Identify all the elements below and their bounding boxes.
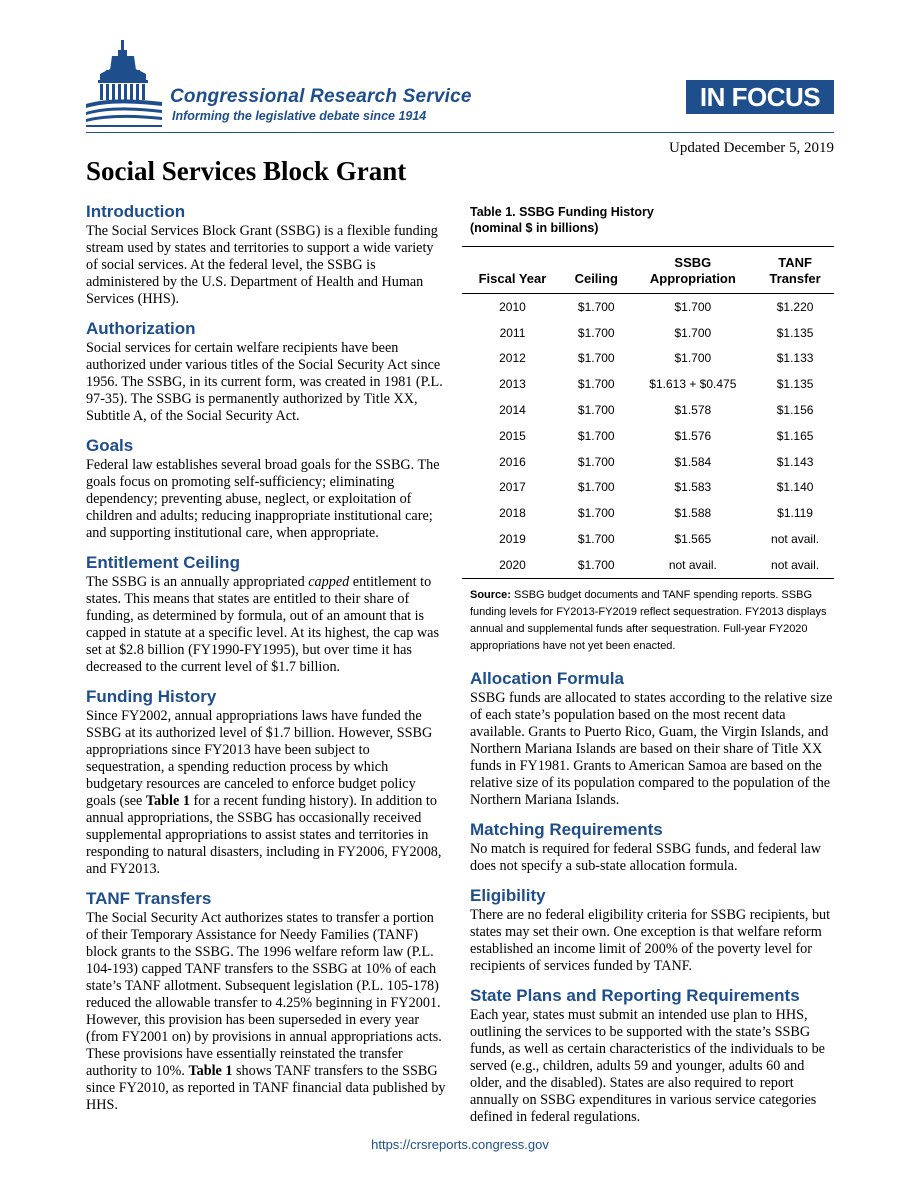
table-cell: $1.700: [674, 299, 712, 314]
table-row: [462, 552, 834, 578]
table-cell: $1.584: [674, 454, 712, 469]
table-source-note: [470, 587, 834, 655]
org-tagline: Informing the legislative debate since 1914: [172, 109, 427, 123]
table-cell: $1.700: [577, 532, 615, 547]
table-cell: 2015: [499, 428, 526, 443]
table-cell: $1.700: [577, 428, 615, 443]
table-caption: [470, 204, 834, 236]
section-text-entitlement-ceiling: [86, 574, 448, 676]
table-row: [462, 449, 834, 475]
table-cell: $1.700: [577, 557, 615, 572]
funding-table-wrapper: [462, 246, 834, 579]
emphasis-text: capped: [308, 574, 350, 590]
table-cell: 2018: [499, 506, 526, 521]
section-text-matching-requirements: No match is required for federal SSBG funds, and federal law does not specify a sub-state allocation formula.: [470, 840, 822, 874]
table-cell: $1.578: [674, 403, 712, 418]
table-body: [462, 294, 834, 579]
table-cell: $1.220: [776, 299, 814, 314]
org-name: Congressional Research Service: [170, 86, 472, 107]
table-cell: $1.700: [674, 325, 712, 340]
section-text-funding-history: [86, 708, 448, 878]
table-cell: $1.613 + $0.475: [649, 377, 737, 392]
source-text: SSBG budget documents and TANF spending reports. SSBG funding levels for FY2013-FY2019 reflect sequestration. FY2013 displays annual and supplemental funds after sequestration. Full-year FY2020 appropriations have not yet been enacted.: [470, 588, 827, 652]
table-cell: $1.165: [776, 428, 814, 443]
table-reference: Table 1: [188, 1063, 233, 1079]
table-cell: 2010: [499, 299, 526, 314]
table-cell: $1.119: [777, 506, 813, 521]
section-heading-introduction: Introduction: [86, 202, 186, 221]
funding-history-table: [462, 246, 834, 579]
section-heading-allocation-formula: Allocation Formula: [470, 668, 624, 688]
table-cell: 2014: [499, 403, 526, 418]
table-cell: 2016: [499, 454, 526, 469]
in-focus-badge: IN FOCUS: [686, 80, 834, 114]
text-part: Since FY2002, annual appropriations laws have funded the SSBG at its authorized level of $1.7 billion. However, SSBG appropriations since FY2013 have been subject to sequestration, a spending reduction process by which budgetary resources are canceled to enforce budget policy goals (see: [86, 708, 433, 809]
table-cell: $1.133: [776, 351, 814, 366]
table-cell: not avail.: [771, 557, 820, 572]
section-text-introduction: The Social Services Block Grant (SSBG) is a flexible funding stream used by states and territories to support a wide variety of social services. At the federal level, the SSBG is administered by the U.S. Department of Health and Human Services (HHS).: [86, 223, 438, 307]
table-row: [462, 475, 834, 501]
table-cell: 2017: [499, 480, 526, 495]
source-label: Source:: [470, 588, 511, 601]
table-cell: $1.700: [577, 480, 615, 495]
section-heading-tanf-transfers: TANF Transfers: [86, 889, 212, 908]
text-part: entitlement to states. This means that states are entitled to their share of funding, as determined by formula, out of an amount that is capped in statute at a specific level. At its highest, the cap was set at $2.8 billion (FY1990-FY1995), but over time it has decreased to the current level of $1.7 billion.: [86, 574, 439, 675]
footer-url-link[interactable]: https://crsreports.congress.gov: [371, 1137, 549, 1152]
table-header-row: [462, 247, 834, 294]
table-row: [462, 346, 834, 372]
table-cell: not avail.: [668, 557, 717, 572]
section-text-goals: Federal law establishes several broad goals for the SSBG. The goals focus on promoting self-sufficiency; eliminating dependency; preventing abuse, neglect, or exploitation of children and adults; reducing inappropriate institutional care; and supporting institutional care, when appropriate.: [86, 457, 440, 541]
table-cell: $1.700: [577, 377, 615, 392]
table-cell: $1.700: [577, 454, 615, 469]
table-cell: $1.700: [674, 351, 712, 366]
section-text-authorization: Social services for certain welfare recipients have been authorized under various titles of the Social Security Act since 1956. The SSBG, in its current form, was created in 1981 (P.L. 97-35). The SSBG is permanently authorized by Title XX, Subtitle A, of the Social Security Act.: [86, 340, 443, 424]
section-heading-goals: Goals: [86, 436, 134, 455]
table-caption-title: Table 1. SSBG Funding History: [470, 205, 654, 219]
table-cell: $1.700: [577, 506, 615, 521]
table-cell: $1.700: [577, 325, 615, 340]
table-cell: $1.700: [577, 351, 615, 366]
table-row: [462, 371, 834, 397]
section-heading-state-plans: State Plans and Reporting Requirements: [470, 985, 800, 1005]
section-text-allocation-formula: SSBG funds are allocated to states according to the relative size of each state’s population based on the most recent data available. Grants to Puerto Rico, Guam, the Virgin Islands, and Northern Mariana Islands are based on their share of Title XX funds in FY1981. Grants to American Samoa are based on the relative size of its population compared to the population of the Northern Mariana Islands.: [470, 689, 833, 808]
text-part: The Social Security Act authorizes states to transfer a portion of their Temporary Assistance for Needy Families (TANF) block grants to the SSBG. The 1996 welfare reform law (P.L. 104-193) capped TANF transfers to the SSBG at 10% of each state’s TANF allotment. Subsequent legislation (P.L. 105-178) reduced the allowable transfer to 4.25% beginning in FY2001. However, this provision has been superseded in every year (from FY2001 on) by provisions in annual appropriations acts. These provisions have essentially reinstated the transfer authority to 10%.: [86, 910, 442, 1079]
section-heading-eligibility: Eligibility: [470, 885, 546, 905]
table-row: [462, 500, 834, 526]
table-cell: 2011: [499, 325, 526, 340]
table-cell: 2019: [499, 532, 526, 547]
capitol-dome-logo: [84, 40, 164, 130]
table-cell: 2013: [499, 377, 526, 392]
table-row: [462, 294, 834, 320]
table-row: [462, 320, 834, 346]
table-cell: $1.565: [674, 532, 712, 547]
section-heading-authorization: Authorization: [86, 319, 196, 338]
text-part: The SSBG is an annually appropriated: [86, 574, 309, 590]
table-cell: $1.135: [776, 325, 814, 340]
table-row: [462, 423, 834, 449]
table-cell: $1.156: [776, 403, 814, 418]
column-header-tanf-transfer: TANF Transfer: [769, 255, 821, 286]
table-row: [462, 526, 834, 552]
table-cell: $1.583: [674, 480, 712, 495]
table-cell: $1.135: [776, 377, 814, 392]
table-cell: $1.700: [577, 403, 615, 418]
table-cell: not avail.: [771, 532, 820, 547]
table-cell: $1.140: [776, 480, 814, 495]
table-cell: $1.700: [577, 299, 615, 314]
table-cell: 2012: [499, 351, 526, 366]
table-caption-units: (nominal $ in billions): [470, 221, 599, 235]
column-header-ssbg-appropriation: SSBG Appropriation: [649, 255, 736, 286]
table-cell: $1.588: [674, 506, 712, 521]
section-text-eligibility: There are no federal eligibility criteria for SSBG recipients, but states may set their own. One exception is that welfare reform established an income limit of 200% of the poverty level for recipients of services funded by TANF.: [470, 906, 831, 974]
section-heading-funding-history: Funding History: [86, 687, 217, 706]
section-text-state-plans: Each year, states must submit an intended use plan to HHS, outlining the services to be supported with the state’s SSBG funds, as well as certain characteristics of the individuals to be served (e.g., children, adults 59 and younger, adults 60 and older, and the disabled). States are also required to report annually on SSBG expenditures in various service categories defined in federal regulations.: [470, 1006, 825, 1125]
header-rule: [86, 132, 834, 133]
section-text-tanf-transfers: [86, 910, 448, 1114]
updated-date: Updated December 5, 2019: [669, 140, 834, 156]
left-column: [86, 200, 448, 1125]
right-column: [470, 200, 834, 1137]
section-heading-matching-requirements: Matching Requirements: [470, 819, 663, 839]
section-heading-entitlement-ceiling: Entitlement Ceiling: [86, 553, 240, 572]
table-row: [462, 397, 834, 423]
text-part: shows TANF transfers to the SSBG since FY2010, as reported in TANF financial data published by HHS.: [86, 1063, 446, 1113]
page-title: Social Services Block Grant: [86, 156, 407, 186]
column-header-ceiling: Ceiling: [574, 271, 618, 286]
column-header-fiscal-year: Fiscal Year: [478, 271, 547, 286]
table-cell: $1.576: [674, 428, 712, 443]
table-cell: 2020: [499, 557, 526, 572]
text-part: for a recent funding history). In addition to annual appropriations, the SSBG has occasionally received supplemental appropriations to assist states and territories in responding to natural disasters, including in FY2006, FY2008, and FY2013.: [86, 793, 442, 877]
table-reference: Table 1: [145, 793, 190, 809]
table-cell: $1.143: [776, 454, 814, 469]
